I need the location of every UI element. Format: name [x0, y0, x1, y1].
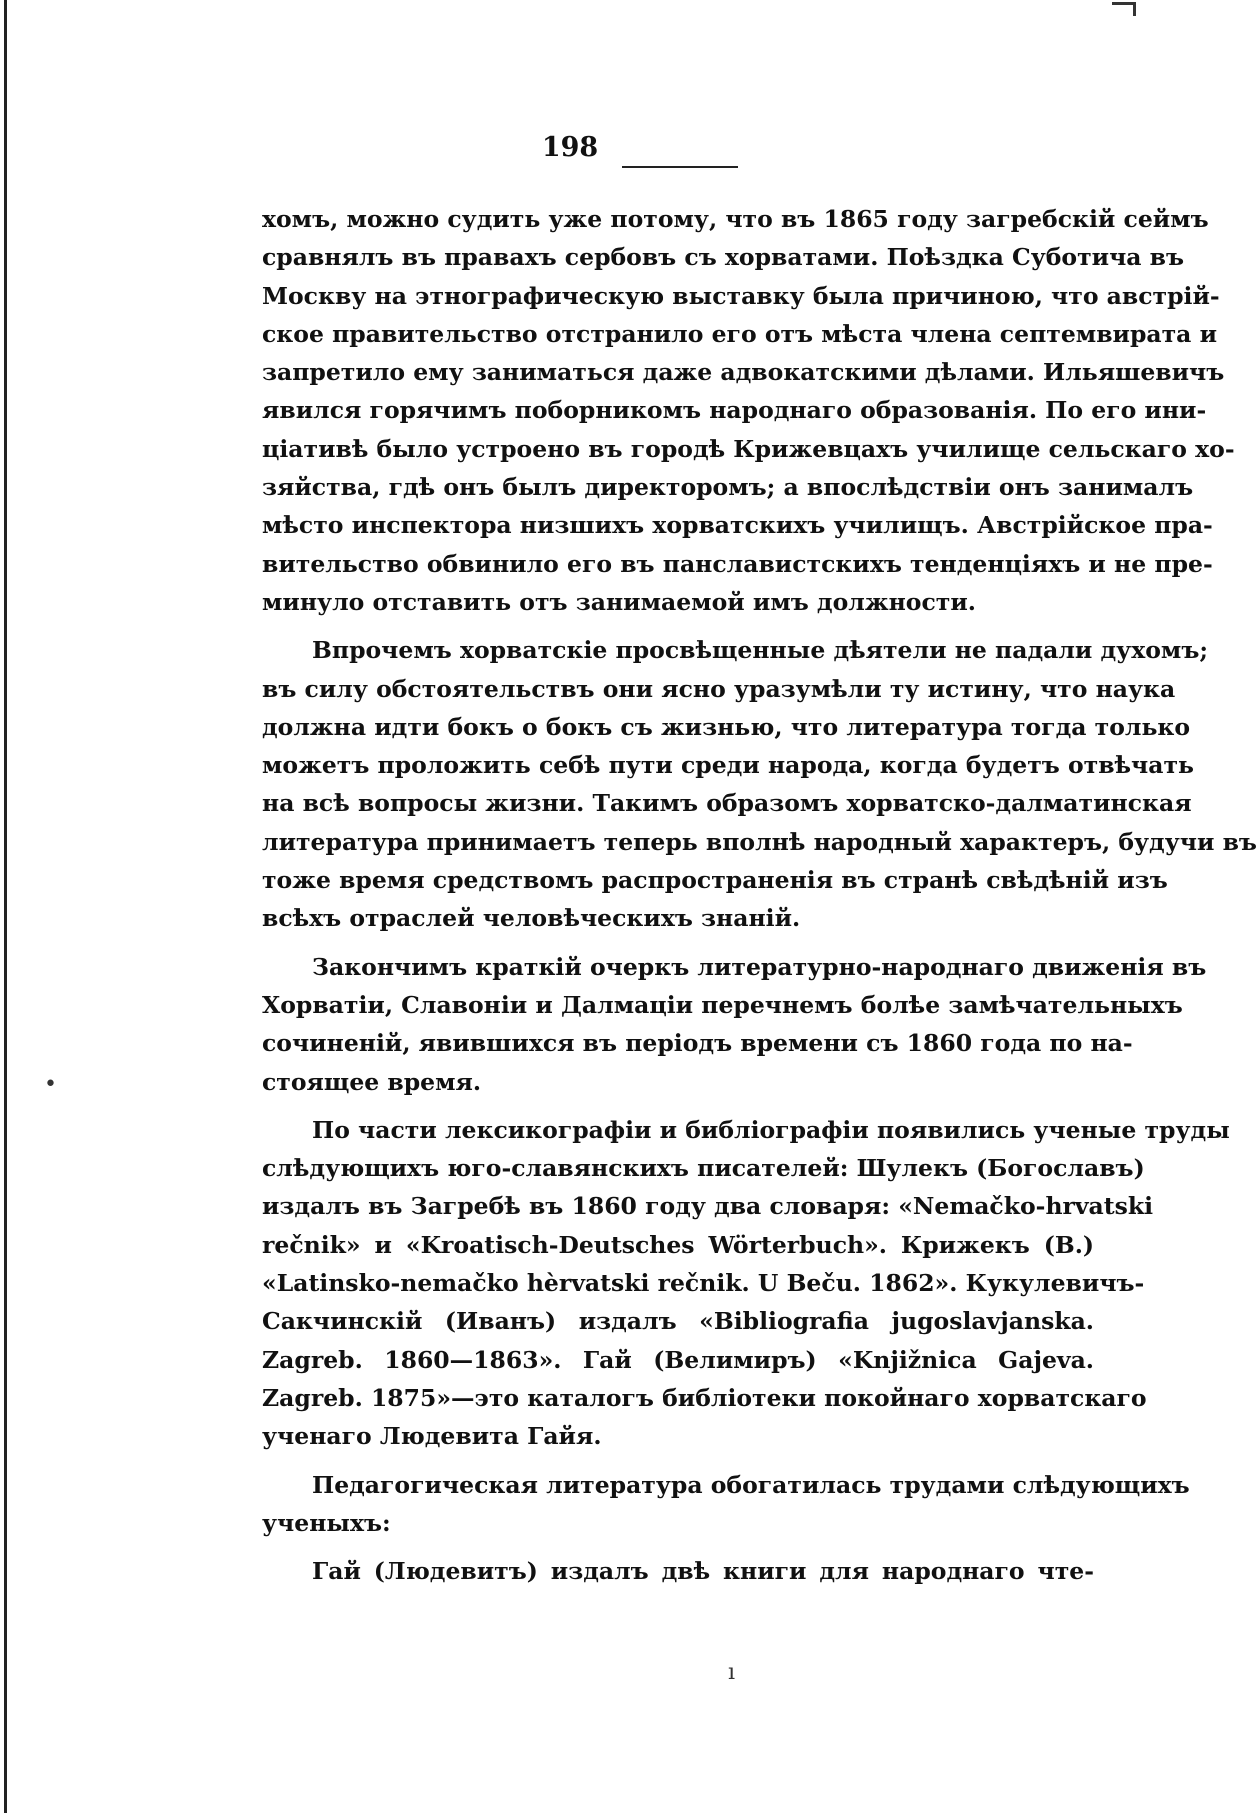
text-line: явился горячимъ поборникомъ народнаго образованія. По его ини- [262, 396, 1207, 425]
text-block [262, 200, 1257, 1590]
stray-mark: • [44, 1072, 57, 1097]
text-line: всѣхъ отраслей человѣческихъ знаній. [262, 904, 801, 933]
text-line: Педагогическая литература обогатилась трудами слѣдующихъ [312, 1470, 1190, 1499]
paragraph-gap [262, 621, 1094, 631]
text-line: тоже время средствомъ распространенія въ странѣ свѣдѣній изъ [262, 866, 1168, 895]
text-line: сочиненій, явившихся въ періодъ времени съ 1860 года по на- [262, 1029, 1133, 1058]
text-line: Хорватіи, Славоніи и Далмаціи перечнемъ болѣе замѣчательныхъ [262, 990, 1183, 1019]
paragraph [262, 948, 1207, 1101]
text-line: ученаго Людевита Гайя. [262, 1422, 602, 1451]
text-line: запретило ему заниматься даже адвокатскими дѣлами. Ильяшевичъ [262, 358, 1225, 387]
text-line: rečnik» и «Kroatisch-Deutsches Wörterbuch». Крижекъ (В.) [262, 1230, 1094, 1259]
text-line: Закончимъ краткій очеркъ литературно-народнаго движенія въ [312, 952, 1207, 981]
text-line: «Latinsko-nemačko hèrvatski rečnik. U Beču. 1862». Кукулевичъ- [262, 1269, 1145, 1298]
paragraph-gap [262, 938, 1094, 948]
text-line: можетъ проложить себѣ пути среди народа, когда будетъ отвѣчать [262, 751, 1194, 780]
paragraph [262, 1111, 1230, 1456]
text-line: литература принимаетъ теперь вполнѣ народный характеръ, будучи въ [262, 827, 1257, 856]
text-line: въ силу обстоятельствъ они ясно уразумѣли ту истину, что наука [262, 674, 1176, 703]
page-number: 198 [541, 132, 599, 163]
text-line: на всѣ вопросы жизни. Такимъ образомъ хорватско-далматинская [262, 789, 1192, 818]
text-line: Впрочемъ хорватскіе просвѣщенные дѣятели не падали духомъ; [312, 636, 1209, 665]
text-line: хомъ, можно судить уже потому, что въ 1865 году загребскій сеймъ [262, 205, 1209, 233]
paragraph-gap [262, 1456, 1094, 1466]
text-line: ское правительство отстранило его отъ мѣста члена септемвирата и [262, 319, 1218, 348]
text-line: ціативѣ было устроено въ городѣ Крижевцахъ училище сельскаго хо- [262, 434, 1235, 463]
text-line: зяйства, гдѣ онъ былъ директоромъ; а впослѣдствіи онъ занималъ [262, 473, 1194, 502]
paragraph-gap [262, 1101, 1094, 1111]
text-line: По части лексикографіи и библіографіи появились ученые труды [312, 1115, 1230, 1144]
corner-mark [1112, 2, 1136, 5]
paragraph [262, 1552, 1094, 1590]
text-line: издалъ въ Загребѣ въ 1860 году два словаря: «Nemačko-hrvatski [262, 1192, 1154, 1221]
text-line: сравнялъ въ правахъ сербовъ съ хорватами. Поѣздка Суботича въ [262, 243, 1185, 272]
paragraph [262, 631, 1257, 937]
text-line: слѣдующихъ юго-славянскихъ писателей: Шулекъ (Богославъ) [262, 1154, 1145, 1183]
text-line: вительство обвинило его въ панславистскихъ тенденціяхъ и не пре- [262, 549, 1213, 578]
page-number-rule [622, 166, 738, 168]
text-line: Гай (Людевитъ) издалъ двѣ книги для народнаго чте- [312, 1557, 1094, 1586]
text-line: Zagreb. 1860—1863». Гай (Велимиръ) «Knjižnica Gajeva. [262, 1345, 1094, 1374]
paragraph [262, 200, 1235, 621]
paragraph [262, 1466, 1190, 1543]
text-line: мѣсто инспектора низшихъ хорватскихъ училищъ. Австрійское пра- [262, 511, 1213, 540]
text-line: Zagreb. 1875»—это каталогъ библіотеки покойнаго хорватскаго [262, 1383, 1147, 1412]
text-line: стоящее время. [262, 1067, 482, 1096]
text-line: должна идти бокъ о бокъ съ жизнью, что литература тогда только [262, 712, 1191, 741]
stray-mark: ı [728, 1660, 736, 1685]
text-line: ученыхъ: [262, 1508, 391, 1537]
text-line: Сакчинскій (Иванъ) издалъ «Bibliografia jugoslavjanska. [262, 1307, 1094, 1336]
text-line: минуло отставить отъ занимаемой имъ должности. [262, 587, 976, 616]
text-line: Москву на этнографическую выставку была причиною, что австрій- [262, 281, 1220, 310]
paragraph-gap [262, 1542, 1094, 1552]
page-edge-rule [4, 0, 7, 1813]
